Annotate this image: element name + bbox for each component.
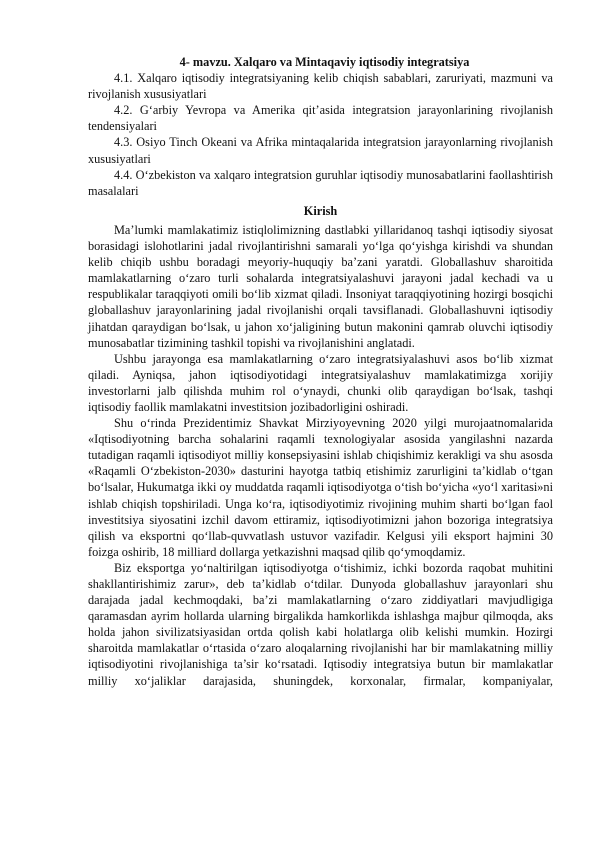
section-heading: Kirish <box>303 203 338 218</box>
body-paragraph: Biz eksportga yo‘naltirilgan iqtisodiyotga o‘tishimiz, ichki bozorda raqobat muhitini shakllantirishimiz zarur», deb ta’kidlab o‘tdilar. Dunyoda globallashuv jarayonlari shu darajada jadal kechmoqdaki, ba’zi mamlakatlarning o‘zaro ziddiyatlari mavjudligiga qaramasdan ayrim hollarda ularning birgalikda hamkorlikda ishlashga majbur qilmoqda, aks holda jahon sivilizatsiyasidan ortda qolish kabi holatlarga olib kelishi mumkin. Hozirgi sharoitda mamlakatlar o‘rtasida o‘zaro aloqalarning rivojlanishi har bir mamlakatning milliy iqtisodiyotini rivojlanishiga ta’sir ko‘rsatadi. Iqtisodiy integratsiya butun bir mamlakatlar milliy xo‘jaliklar darajasida, shuningdek, korxonalar, firmalar, kompaniyalar, <box>88 560 553 688</box>
body-paragraph: Shu o‘rinda Prezidentimiz Shavkat Mirziyoyevning 2020 yilgi murojaatnomalarida «Iqtisodiyotning barcha sohalarini raqamli texnologiyalar asosida yangilashni nazarda tutadigan raqamli iqtisodiyot milliy konsepsiyasini ishlab chiqishimiz kerakligi va shu asosda «Raqamli O‘zbekiston-2030» dasturini hayotga tatbiq etishimiz zarurligini ta’kidlab o‘tgan bo‘lsalar, Hukumatga ikki oy muddatda raqamli iqtisodiyotga o‘tish bo‘yicha «yo‘l xaritasi»ni ishlab chiqish topshiriladi. Unga ko‘ra, iqtisodiyotimiz rivojining muhim sharti bo‘lgan faol investitsiya siyosatini izchil davom ettiramiz, iqtisodiyotimizni jahon bozoriga integratsiya qilish va eksportni qo‘llab-quvvatlash ustuvor vazifadir. Kelgusi yili eksport hajmini 30 foizga oshirib, 18 milliard dollarga yetkazishni maqsad qilib qo‘ymoqdamiz. <box>88 416 553 559</box>
body-paragraph: Ma’lumki mamlakatimiz istiqlolimizning dastlabki yillaridanoq tashqi iqtisodiy siyosat borasidagi islohotlarini jadal rivojlantirishni samarali yo‘lga qo‘yishga kirishdi va shundan kelib chiqib ushbu boradagi meyoriy-huquqiy ba’zani yaratdi. Globallashuv sharoitida mamlakatlarning o‘zaro turli sohalarda integratsiyalashuvi jarayoni jadal kechadi va u respublikalar taraqqiyoti omili bo‘lib xizmat qiladi. Insoniyat taraqqiyotining hozirgi bosqichi globallashuv jarayonlarining jadal rivojlanishi orqali tavsiflanadi. Globallashuvni iqtisodiy jihatdan qaraydigan bo‘lsak, u jahon xo‘jaligining butun makonini qamrab oluvchi iqtisodiy munosabatlar tizimining tashkil topishi va rivojlanishini anglatadi. <box>88 222 553 350</box>
topic-item: 4.4. O‘zbekiston va xalqaro integratsion guruhlar iqtisodiy munosabatlarini faollashtirish masalalari <box>88 167 553 198</box>
document-title: 4- mavzu. Xalqaro va Mintaqaviy iqtisodiy integratsiya <box>179 55 470 69</box>
document-page <box>88 54 553 689</box>
topic-item: 4.1. Xalqaro iqtisodiy integratsiyaning kelib chiqish sabablari, zaruriyati, mazmuni va rivojlanish xususiyatlari <box>88 71 553 102</box>
topic-item: 4.2. G‘arbiy Yevropa va Amerika qit’asida integratsion jarayonlarining rivojlanish tendensiyalari <box>88 103 553 134</box>
topic-item: 4.3. Osiyo Tinch Okeani va Afrika mintaqalarida integratsion jarayonlarning rivojlanish xususiyatlari <box>88 135 553 166</box>
body-paragraph: Ushbu jarayonga esa mamlakatlarning o‘zaro integratsiyalashuvi asos bo‘lib xizmat qiladi. Ayniqsa, jahon iqtisodiyotidagi integratsiyalashuv mamlakatimizga xorijiy investorlarni jalb qilishda muhim rol o‘ynaydi, chunki olib qaraydigan bo‘lsak, tashqi iqtisodiy faollik mamlakatni investitsion jozibadorligini oshiradi. <box>88 351 553 414</box>
